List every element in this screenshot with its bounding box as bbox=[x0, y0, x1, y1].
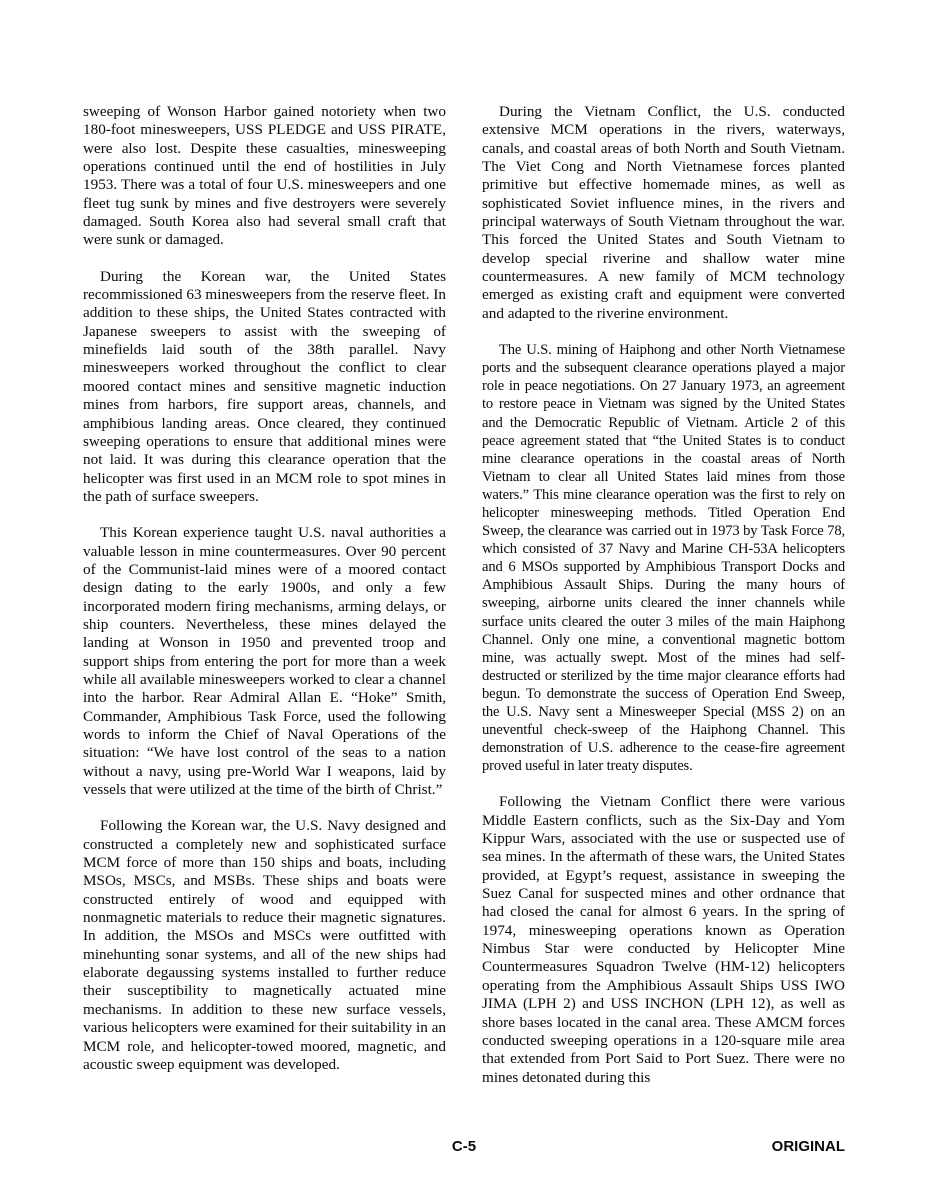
page-number: C-5 bbox=[451, 1138, 477, 1155]
edition-label: ORIGINAL bbox=[771, 1138, 845, 1155]
paragraph: sweeping of Wonson Harbor gained notoriety when two 180-foot minesweepers, USS PLEDGE and USS PIRATE, were also lost. Despite these casualties, minesweeping operations continued until the end of hostilities in July 1953. There was a total of four U.S. minesweepers and one fleet tug sunk by mines and five destroyers were severely damaged. South Korea also had several small craft that were sunk or damaged. bbox=[83, 103, 446, 249]
left-column bbox=[83, 103, 446, 1087]
document-page bbox=[83, 103, 845, 1087]
paragraph: The U.S. mining of Haiphong and other North Vietnamese ports and the subsequent clearance operations played a major role in peace negotiations. On 27 January 1973, an agreement to restore peace in Vietnam was signed by the United States and the Democratic Republic of Vietnam. Article 2 of this peace agreement stated that “the United States is to conduct mine clearance operations in the coastal areas of North Vietnam to clear all United States laid mines from those waters.” This mine clearance operation was the first to rely on helicopter minesweeping methods. Titled Operation End Sweep, the clearance was carried out in 1973 by Task Force 78, which consisted of 37 Navy and Marine CH-53A helicopters and 6 MSOs supported by Amphibious Transport Docks and Amphibious Assault Ships. During the many hours of sweeping, airborne units cleared the inner channels while surface units cleared the outer 3 miles of the main Haiphong Channel. Only one mine, a conventional magnetic bottom mine, was actually swept. Most of the mines had self-destructed or sterilized by the time major clearance efforts had begun. To demonstrate the success of Operation End Sweep, the U.S. Navy sent a Minesweeper Special (MSS 2) on an uneventful check-sweep of the Haiphong Channel. This demonstration of U.S. adherence to the cease-fire agreement proved useful in later treaty disputes. bbox=[482, 342, 845, 775]
paragraph: During the Vietnam Conflict, the U.S. conducted extensive MCM operations in the rivers, waterways, canals, and coastal areas of both North and South Vietnam. The Viet Cong and North Vietnamese forces planted primitive but effective homemade mines, as well as sophisticated Soviet influence mines, in the rivers and principal waterways of South Vietnam throughout the war. This forced the United States and South Vietnam to develop special riverine and shallow water mine countermeasures. A new family of MCM technology emerged as existing craft and equipment were converted and adapted to the riverine environment. bbox=[482, 103, 845, 322]
two-column-body bbox=[83, 103, 845, 1087]
paragraph: Following the Korean war, the U.S. Navy designed and constructed a completely new and sophisticated surface MCM force of more than 150 ships and boats, including MSOs, MSCs, and MSBs. These ships and boats were constructed entirely of wood and equipped with nonmagnetic materials to reduce their magnetic signatures. In addition, the MSOs and MSCs were outfitted with minehunting sonar systems, and all of the new ships had elaborate degaussing systems installed to further reduce their susceptibility to magnetically actuated mine mechanisms. In addition to these new surface vessels, various helicopters were examined for their suitability in an MCM role, and helicopter-towed moored, magnetic, and acoustic sweep equipment was developed. bbox=[83, 817, 446, 1073]
paragraph: Following the Vietnam Conflict there were various Middle Eastern conflicts, such as the Six-Day and Yom Kippur Wars, associated with the use or suspected use of sea mines. In the aftermath of these wars, the United States provided, at Egypt’s request, assistance in sweeping the Suez Canal for suspected mines and other ordnance that had closed the canal for almost 6 years. In the spring of 1974, minesweeping operations known as Operation Nimbus Star were conducted by Helicopter Mine Countermeasures Squadron Twelve (HM-12) helicopters operating from the Amphibious Assault Ships USS IWO JIMA (LPH 2) and USS INCHON (LPH 12), as well as shore bases located in the canal area. These AMCM forces conducted sweeping operations in a 120-square mile area that extended from Port Said to Port Suez. There were no mines detonated during this bbox=[482, 793, 845, 1086]
paragraph: During the Korean war, the United States recommissioned 63 minesweepers from the reserve fleet. In addition to these ships, the United States contracted with Japanese sweepers to assist with the sweeping of minefields laid south of the 38th parallel. Navy minesweepers worked throughout the conflict to clear moored contact mines and sensitive magnetic induction mines from harbors, fire support areas, channels, and amphibious landing areas. Once cleared, they continued sweeping operations to ensure that additional mines were not laid. It was during this clearance operation that the helicopter was first used in an MCM role to spot mines in the path of surface sweepers. bbox=[83, 267, 446, 505]
page-footer bbox=[83, 1138, 845, 1160]
right-column bbox=[482, 103, 845, 1087]
paragraph: This Korean experience taught U.S. naval authorities a valuable lesson in mine countermeasures. Over 90 percent of the Communist-laid mines were of a moored contact design dating to the early 1900s, and only a few incorporated modern firing mechanisms, arming delays, or ship counters. Nevertheless, these mines delayed the landing at Wonson in 1950 and prevented troop and support ships from entering the port for more than a week while all available minesweepers worked to clear a channel into the harbor. Rear Admiral Allan E. “Hoke” Smith, Commander, Amphibious Task Force, used the following words to inform the Chief of Naval Operations of the situation: “We have lost control of the seas to a nation without a navy, using pre-World War I weapons, laid by vessels that were utilized at the time of the birth of Christ.” bbox=[83, 524, 446, 799]
